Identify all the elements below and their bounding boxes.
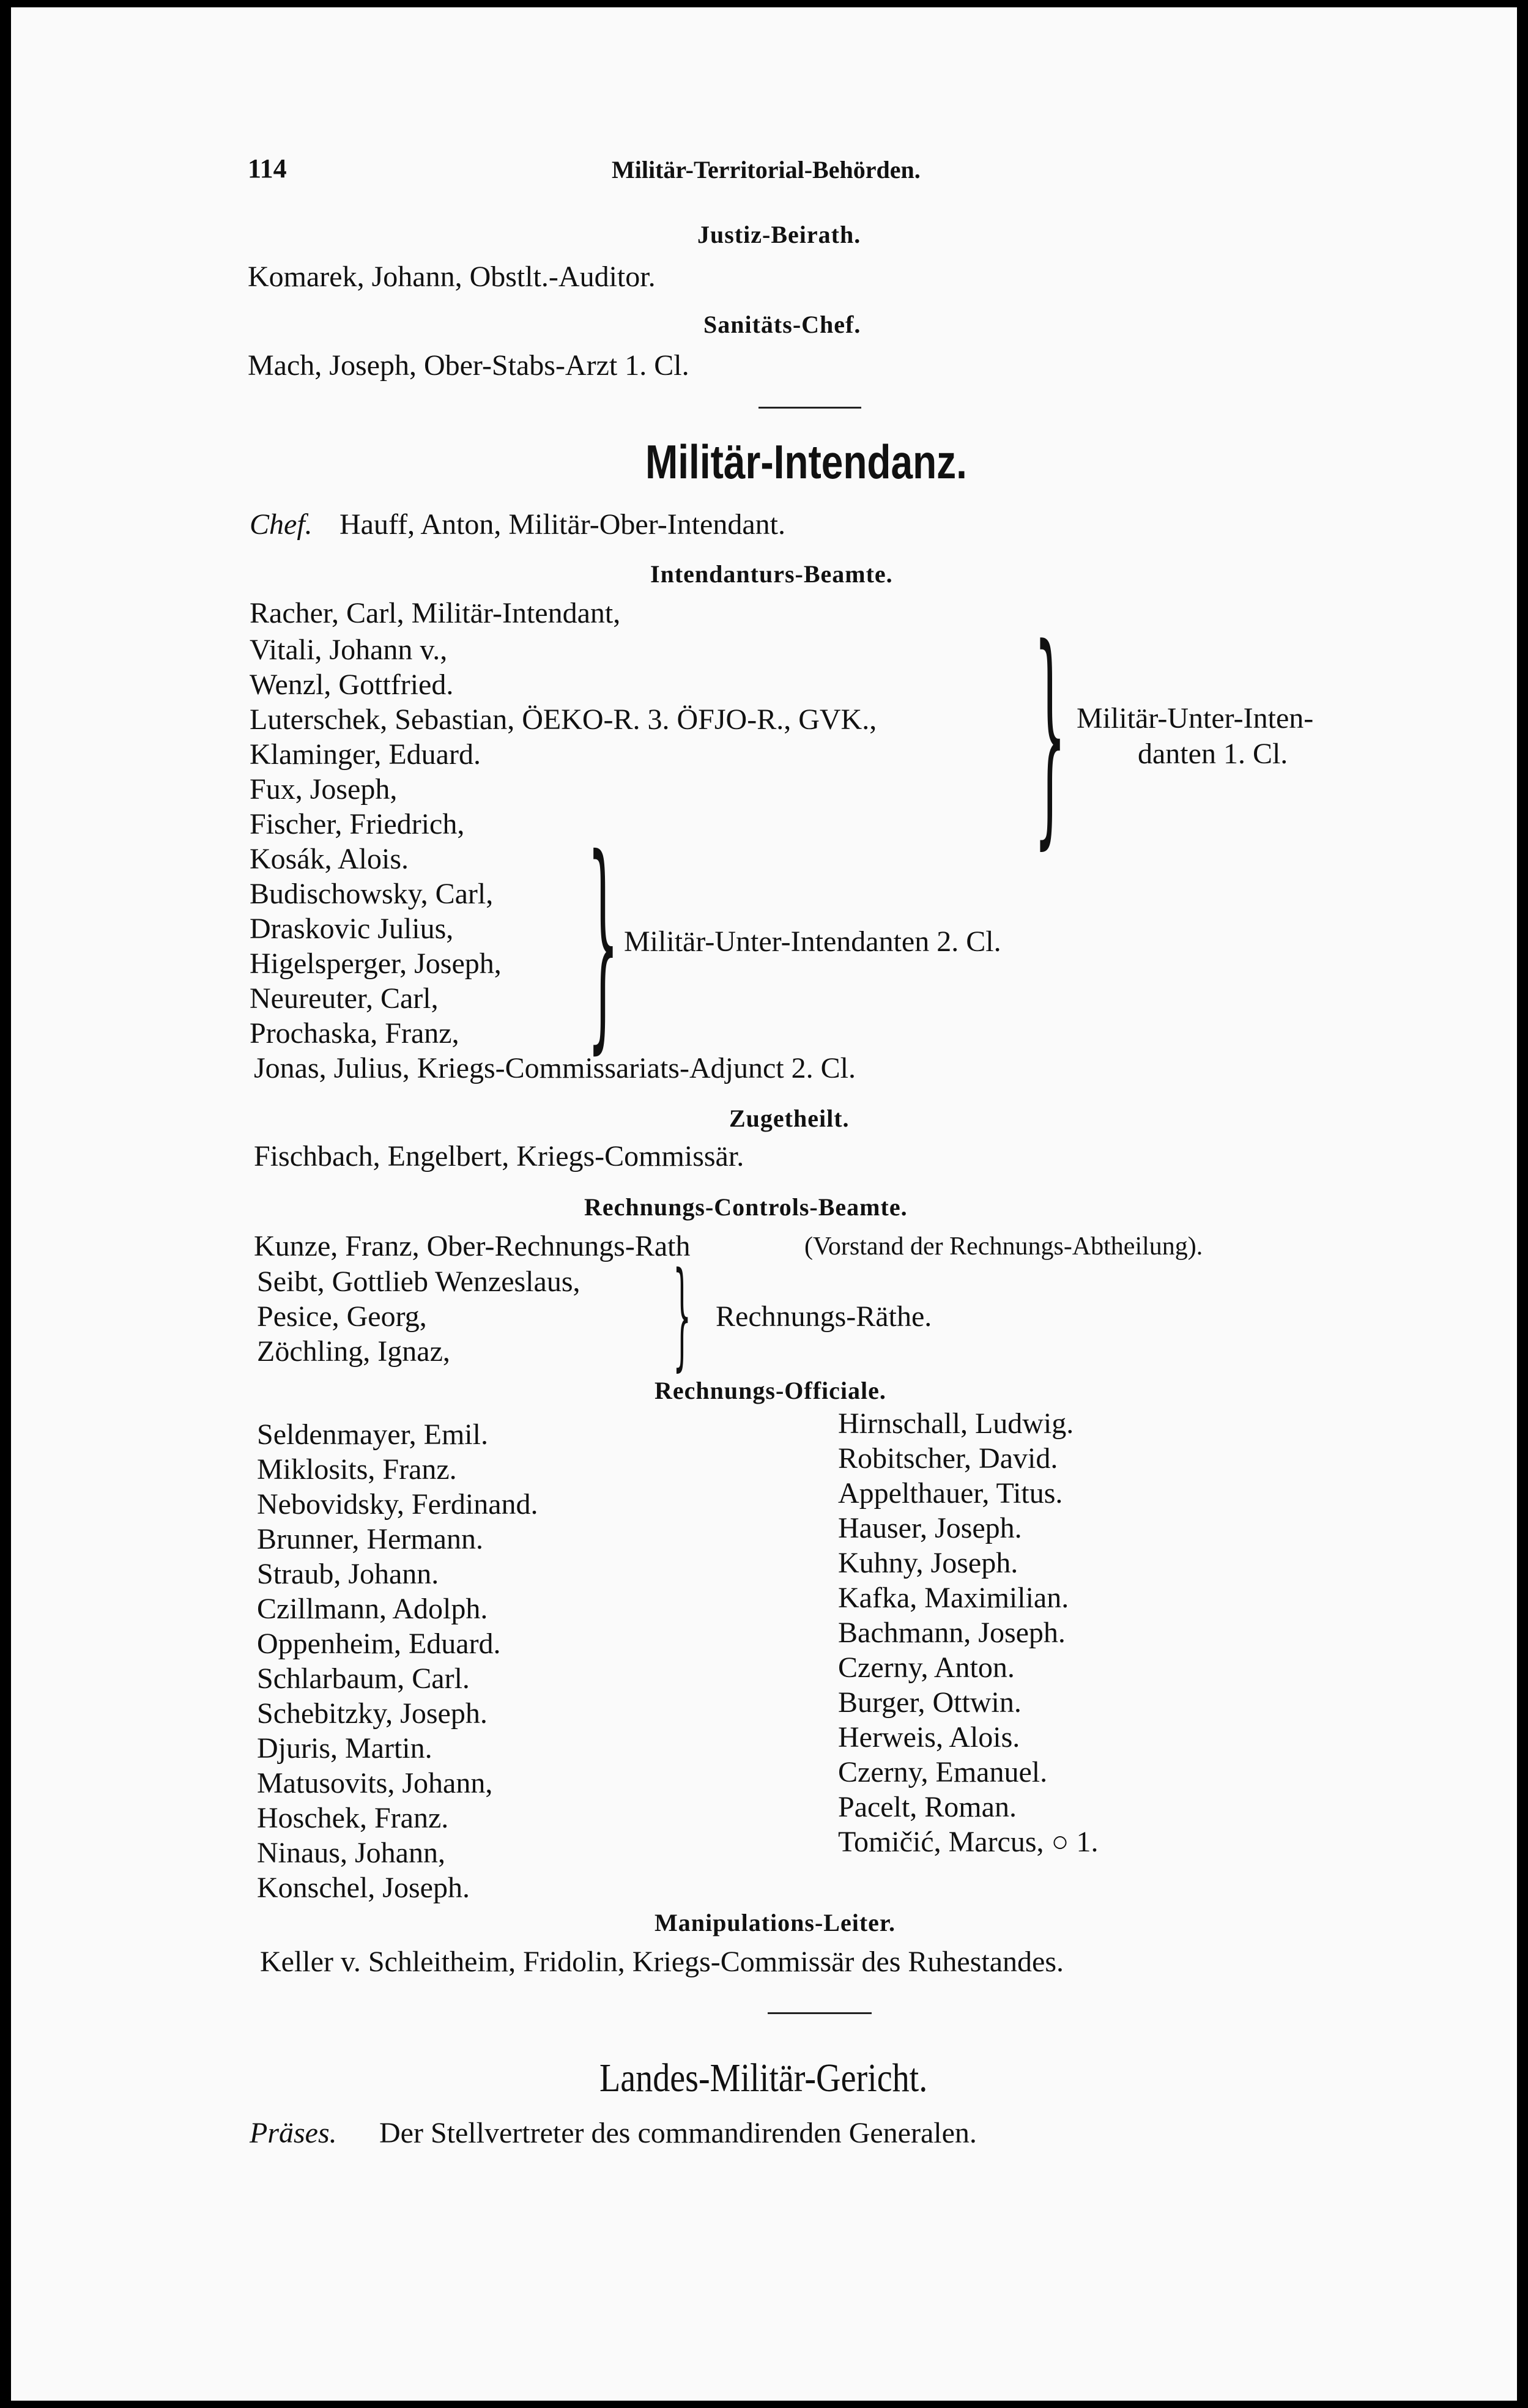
officiale-left-item: Matusovits, Johann, xyxy=(257,1767,493,1799)
zugetheilt-heading: Zugetheilt. xyxy=(729,1105,850,1132)
group2-item: Neureuter, Carl, xyxy=(250,982,439,1015)
officiale-left-item: Straub, Johann. xyxy=(257,1558,439,1590)
group2-label: Militär-Unter-Intendanten 2. Cl. xyxy=(624,925,1001,958)
group1-item: Klaminger, Eduard. xyxy=(250,738,481,771)
officiale-left-item: Ninaus, Johann, xyxy=(257,1837,445,1869)
praeses-label: Präses. xyxy=(250,2117,337,2149)
beamte-heading: Intendanturs-Beamte. xyxy=(650,560,893,588)
group2-item: Kosák, Alois. xyxy=(250,843,409,875)
section-divider xyxy=(758,407,861,409)
kunze-entry: Kunze, Franz, Ober-Rechnungs-Rath xyxy=(254,1230,691,1262)
jonas-entry: Jonas, Julius, Kriegs-Commissariats-Adjunct 2. Cl. xyxy=(254,1052,856,1084)
officiale-right-item: Herweis, Alois. xyxy=(838,1721,1020,1754)
officiale-left-item: Konschel, Joseph. xyxy=(257,1872,470,1904)
officiale-left-item: Djuris, Martin. xyxy=(257,1732,432,1765)
group1-item: Luterschek, Sebastian, ÖEKO-R. 3. ÖFJO-R., GVK., xyxy=(250,703,877,736)
praeses-entry: Der Stellvertreter des commandirenden Generalen. xyxy=(379,2117,977,2149)
raethe-item: Pesice, Georg, xyxy=(257,1300,427,1333)
officiale-right-item: Hirnschall, Ludwig. xyxy=(838,1407,1074,1440)
manipulations-heading: Manipulations-Leiter. xyxy=(655,1909,896,1936)
brace-right-3: } xyxy=(673,1247,692,1382)
running-title: Militär-Territorial-Behörden. xyxy=(612,156,921,183)
officiale-left-item: Brunner, Hermann. xyxy=(257,1523,483,1555)
officiale-right-item: Kafka, Maximilian. xyxy=(838,1582,1069,1614)
chef-label: Chef. xyxy=(250,508,313,541)
officiale-left-item: Seldenmayer, Emil. xyxy=(257,1418,488,1451)
group1-item: Fischer, Friedrich, xyxy=(250,808,465,840)
group2-item: Higelsperger, Joseph, xyxy=(250,947,502,980)
justiz-entry: Komarek, Johann, Obstlt.-Auditor. xyxy=(248,261,656,293)
chef-entry: Hauff, Anton, Militär-Ober-Intendant. xyxy=(339,508,785,541)
officiale-left-item: Schlarbaum, Carl. xyxy=(257,1662,470,1695)
officiale-right-item: Burger, Ottwin. xyxy=(838,1686,1022,1719)
kunze-note: (Vorstand der Rechnungs-Abtheilung). xyxy=(804,1232,1203,1261)
officiale-left-item: Nebovidsky, Ferdinand. xyxy=(257,1488,538,1521)
officiale-right-item: Hauser, Joseph. xyxy=(838,1512,1022,1544)
raethe-label: Rechnungs-Räthe. xyxy=(716,1300,932,1333)
officiale-right-item: Bachmann, Joseph. xyxy=(838,1617,1066,1649)
officiale-heading: Rechnungs-Officiale. xyxy=(655,1377,886,1404)
officiale-left-item: Czillmann, Adolph. xyxy=(257,1593,488,1625)
intendanz-title: Militär-Intendanz. xyxy=(645,435,967,489)
officiale-right-item: Tomičić, Marcus, ○ 1. xyxy=(838,1826,1099,1858)
raethe-item: Seibt, Gottlieb Wenzeslaus, xyxy=(257,1265,580,1298)
page-number: 114 xyxy=(248,154,287,183)
justiz-heading: Justiz-Beirath. xyxy=(697,221,861,248)
manipulations-entry: Keller v. Schleitheim, Fridolin, Kriegs-Commissär des Ruhestandes. xyxy=(260,1946,1064,1978)
officiale-right-item: Robitscher, David. xyxy=(838,1442,1058,1475)
officiale-left-item: Schebitzky, Joseph. xyxy=(257,1697,488,1730)
section-divider xyxy=(768,2012,872,2014)
officiale-right-item: Appelthauer, Titus. xyxy=(838,1477,1063,1510)
racher-entry: Racher, Carl, Militär-Intendant, xyxy=(250,597,621,629)
sanitaet-heading: Sanitäts-Chef. xyxy=(703,311,861,338)
group1-item: Fux, Joseph, xyxy=(250,773,398,806)
group1-item: Vitali, Johann v., xyxy=(250,634,448,666)
controls-heading: Rechnungs-Controls-Beamte. xyxy=(584,1193,908,1221)
officiale-left-item: Miklosits, Franz. xyxy=(257,1453,457,1486)
officiale-right-item: Kuhny, Joseph. xyxy=(838,1547,1018,1579)
sanitaet-entry: Mach, Joseph, Ober-Stabs-Arzt 1. Cl. xyxy=(248,349,689,382)
officiale-right-item: Czerny, Emanuel. xyxy=(838,1756,1048,1788)
brace-right-1: } xyxy=(1034,598,1067,869)
group1-label-line1: Militär-Unter-Inten- xyxy=(1077,702,1314,735)
group2-item: Draskovic Julius, xyxy=(250,913,454,945)
group2-item: Budischowsky, Carl, xyxy=(250,878,494,910)
officiale-right-item: Pacelt, Roman. xyxy=(838,1791,1017,1823)
officiale-right-item: Czerny, Anton. xyxy=(838,1651,1015,1684)
group1-item: Wenzl, Gottfried. xyxy=(250,669,454,701)
group1-label-line2: danten 1. Cl. xyxy=(1138,738,1288,770)
raethe-item: Zöchling, Ignaz, xyxy=(257,1335,450,1368)
officiale-left-item: Oppenheim, Eduard. xyxy=(257,1628,501,1660)
group2-item: Prochaska, Franz, xyxy=(250,1017,459,1050)
brace-right-2: } xyxy=(587,810,619,1073)
gericht-title: Landes-Militär-Gericht. xyxy=(599,2056,928,2100)
zugetheilt-entry: Fischbach, Engelbert, Kriegs-Commissär. xyxy=(254,1140,744,1173)
officiale-left-item: Hoschek, Franz. xyxy=(257,1802,449,1834)
